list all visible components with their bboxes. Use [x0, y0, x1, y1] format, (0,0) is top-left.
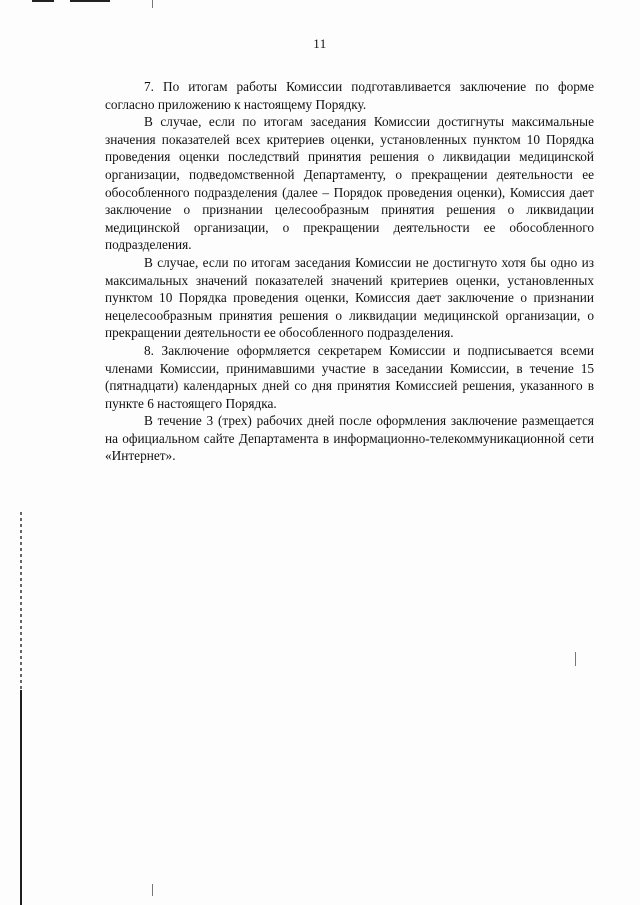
paragraph-item-7: 7. По итогам работы Комиссии подготавливается заключение по форме согласно приложению к настоящему Порядку. [105, 79, 594, 112]
paragraph-conclusion-negative: В случае, если по итогам заседания Комиссии не достигнуто хотя бы одно из максимальных значений показателей значений критериев оценки, установленных пунктом 10 Порядка проведения оценки, Комиссия дает заключение о признании нецелесообразным принятия решения о ликвидации медицинской организации, о прекращении деятельности ее обособленного подразделения. [105, 254, 594, 341]
paragraph-item-8: 8. Заключение оформляется секретарем Комиссии и подписывается всеми членами Комиссии, принимавшими участие в заседании Комиссии, в течение 15 (пятнадцати) календарных дней со дня принятия Комиссией решения, указанного в пункте 6 настоящего Порядка. [105, 342, 594, 411]
scan-artifact-tick-bottom [152, 884, 153, 896]
scan-artifact-top-left [32, 0, 54, 2]
scan-artifact-tick-top [152, 0, 153, 8]
page-number: 11 [313, 36, 327, 51]
paragraph-conclusion-positive: В случае, если по итогам заседания Комиссии достигнуты максимальные значения показателей всех критериев оценки, установленных пунктом 10 Порядка проведения оценки последствий принятия решения о ликвидации медицинской организации, подведомственной Департаменту, о прекращении деятельности ее обособленного подразделения (далее – Порядок проведения оценки), Комиссия дает заключение о признании целесообразным принятия решения о ликвидации медицинской организации, о прекращении деятельности ее обособленного подразделения. [105, 114, 594, 253]
document-body [105, 78, 594, 465]
scan-artifact-left-edge-bar [20, 690, 22, 905]
scan-artifact-top-left-2 [70, 0, 110, 2]
scan-artifact-mark [575, 652, 576, 666]
paragraph-publication: В течение 3 (трех) рабочих дней после оформления заключение размещается на официальном сайте Департамента в информационно-телекоммуникационной сети «Интернет». [105, 413, 594, 464]
